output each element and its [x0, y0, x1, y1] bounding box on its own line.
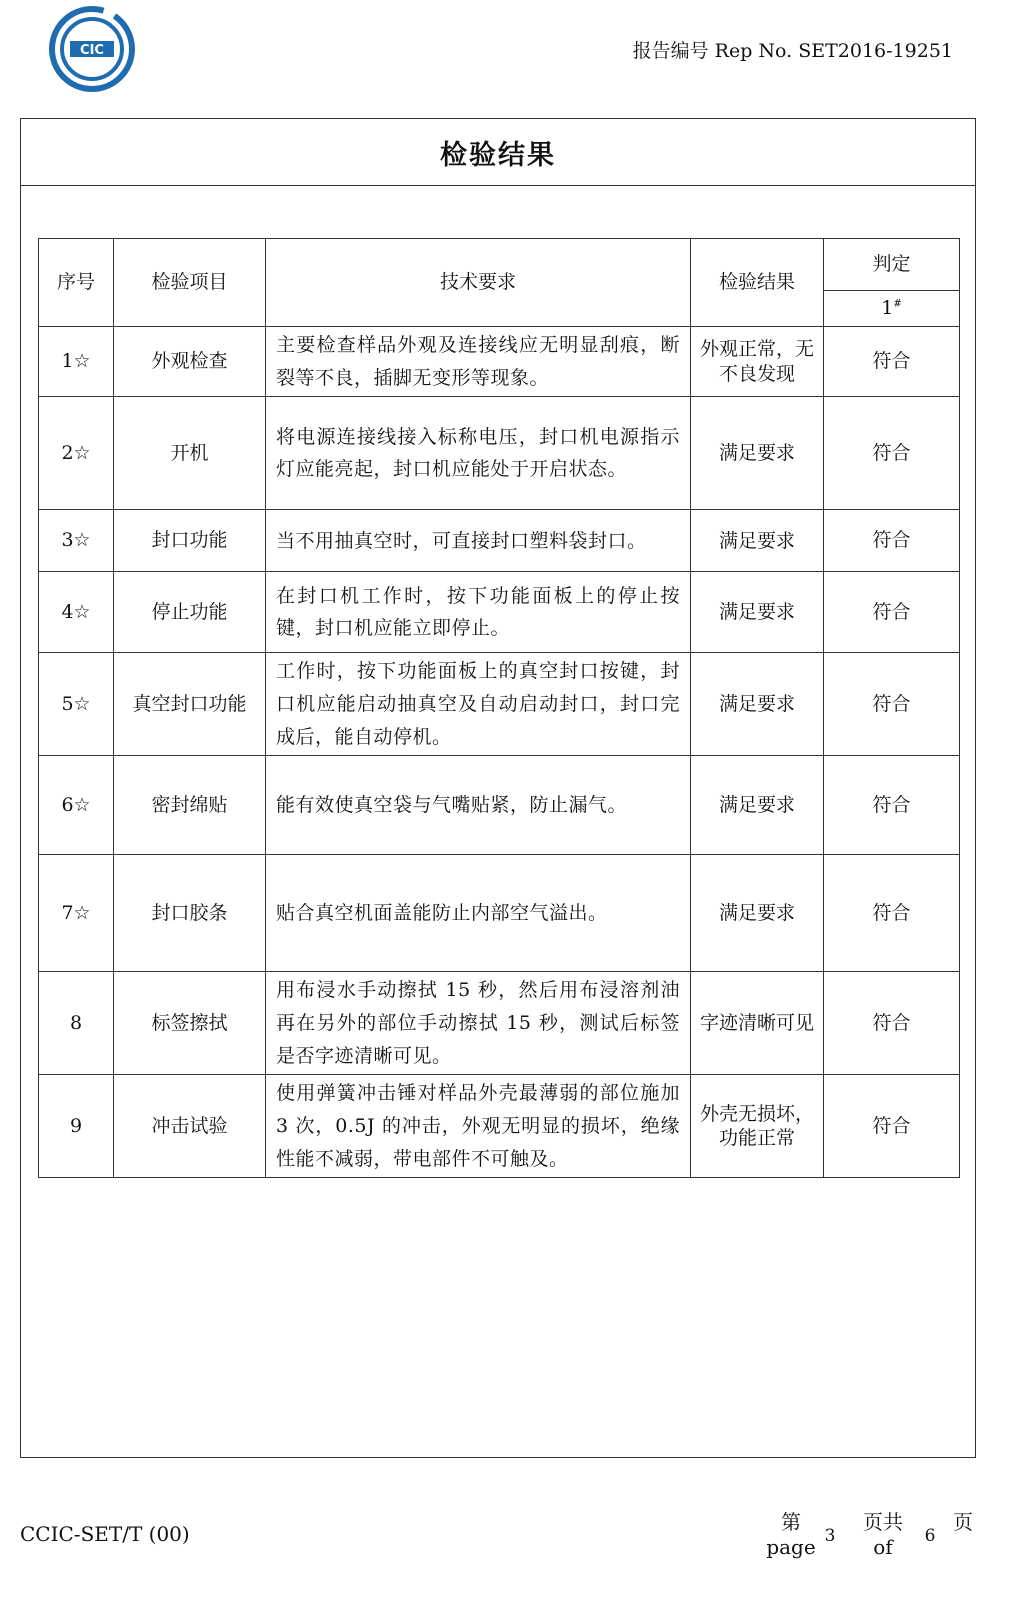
row-item: 停止功能: [114, 572, 266, 653]
row-judgement: 符合: [824, 972, 960, 1075]
row-requirement: 能有效使真空袋与气嘴贴紧，防止漏气。: [266, 756, 691, 855]
row-item: 封口功能: [114, 510, 266, 572]
row-judgement: 符合: [824, 397, 960, 510]
total-pages: 6: [924, 1526, 936, 1546]
header-requirement: 技术要求: [266, 239, 691, 327]
row-judgement: 符合: [824, 510, 960, 572]
row-result: 满足要求: [691, 756, 824, 855]
row-item: 标签擦拭: [114, 972, 266, 1075]
row-requirement: 主要检查样品外观及连接线应无明显刮痕，断裂等不良，插脚无变形等现象。: [266, 327, 691, 397]
row-no: 4☆: [39, 572, 114, 653]
row-no: 9: [39, 1075, 114, 1178]
row-no: 3☆: [39, 510, 114, 572]
row-judgement: 符合: [824, 653, 960, 756]
row-judgement: 符合: [824, 327, 960, 397]
page-label-en: page: [766, 1535, 816, 1559]
row-requirement: 将电源连接线接入标称电压，封口机电源指示灯应能亮起，封口机应能处于开启状态。: [266, 397, 691, 510]
logo-text: CIC: [80, 43, 104, 58]
sample-mark: #: [893, 298, 902, 310]
row-result: 字迹清晰可见: [691, 972, 824, 1075]
section-title: 检验结果: [21, 119, 975, 186]
row-no: 5☆: [39, 653, 114, 756]
table-row: [39, 327, 960, 397]
row-requirement: 工作时，按下功能面板上的真空封口按键，封口机应能启动抽真空及自动启动封口，封口完成后，能自动停机。: [266, 653, 691, 756]
row-item: 冲击试验: [114, 1075, 266, 1178]
row-result: 满足要求: [691, 855, 824, 972]
row-requirement: 贴合真空机面盖能防止内部空气溢出。: [266, 855, 691, 972]
sample-number: 1: [881, 296, 894, 319]
header-item: 检验项目: [114, 239, 266, 327]
report-number: 报告编号 Rep No. SET2016-19251: [632, 40, 953, 62]
row-no: 2☆: [39, 397, 114, 510]
page-suffix: 页: [953, 1510, 973, 1534]
inspection-results-table: [38, 238, 960, 1178]
row-item: 封口胶条: [114, 855, 266, 972]
form-code: CCIC-SET/T (00): [20, 1522, 190, 1546]
header-result: 检验结果: [691, 239, 824, 327]
row-judgement: 符合: [824, 756, 960, 855]
row-result: 满足要求: [691, 572, 824, 653]
of-label-en: of: [873, 1535, 893, 1559]
table-row: [39, 855, 960, 972]
table-row: [39, 1075, 960, 1178]
header-judgement: 判定: [824, 239, 960, 291]
row-item: 开机: [114, 397, 266, 510]
table-row: [39, 397, 960, 510]
row-result: 外壳无损坏，功能正常: [691, 1075, 824, 1178]
row-judgement: 符合: [824, 1075, 960, 1178]
row-result: 满足要求: [691, 510, 824, 572]
row-requirement: 用布浸水手动擦拭 15 秒，然后用布浸溶剂油再在另外的部位手动擦拭 15 秒，测试后标签是否字迹清晰可见。: [266, 972, 691, 1075]
page-label-cn: 第: [781, 1510, 801, 1534]
row-no: 7☆: [39, 855, 114, 972]
row-requirement: 使用弹簧冲击锤对样品外壳最薄弱的部位施加 3 次，0.5J 的冲击，外观无明显的损坏，绝缘性能不减弱，带电部件不可触及。: [266, 1075, 691, 1178]
row-judgement: 符合: [824, 855, 960, 972]
row-requirement: 在封口机工作时，按下功能面板上的停止按键，封口机应能立即停止。: [266, 572, 691, 653]
table-row: [39, 756, 960, 855]
table-row: [39, 972, 960, 1075]
cic-logo: [48, 5, 136, 93]
row-result: 满足要求: [691, 397, 824, 510]
table-row: [39, 572, 960, 653]
header-no: 序号: [39, 239, 114, 327]
row-item: 外观检查: [114, 327, 266, 397]
of-label-cn: 页共: [863, 1510, 903, 1534]
row-no: 1☆: [39, 327, 114, 397]
table-row: [39, 510, 960, 572]
header-sample: [824, 291, 960, 327]
row-judgement: 符合: [824, 572, 960, 653]
row-result: 满足要求: [691, 653, 824, 756]
row-result: 外观正常，无不良发现: [691, 327, 824, 397]
row-requirement: 当不用抽真空时，可直接封口塑料袋封口。: [266, 510, 691, 572]
row-item: 真空封口功能: [114, 653, 266, 756]
table-row: [39, 653, 960, 756]
row-item: 密封绵贴: [114, 756, 266, 855]
content-frame: [20, 118, 976, 1458]
page-number: 3: [824, 1526, 836, 1546]
row-no: 6☆: [39, 756, 114, 855]
row-no: 8: [39, 972, 114, 1075]
